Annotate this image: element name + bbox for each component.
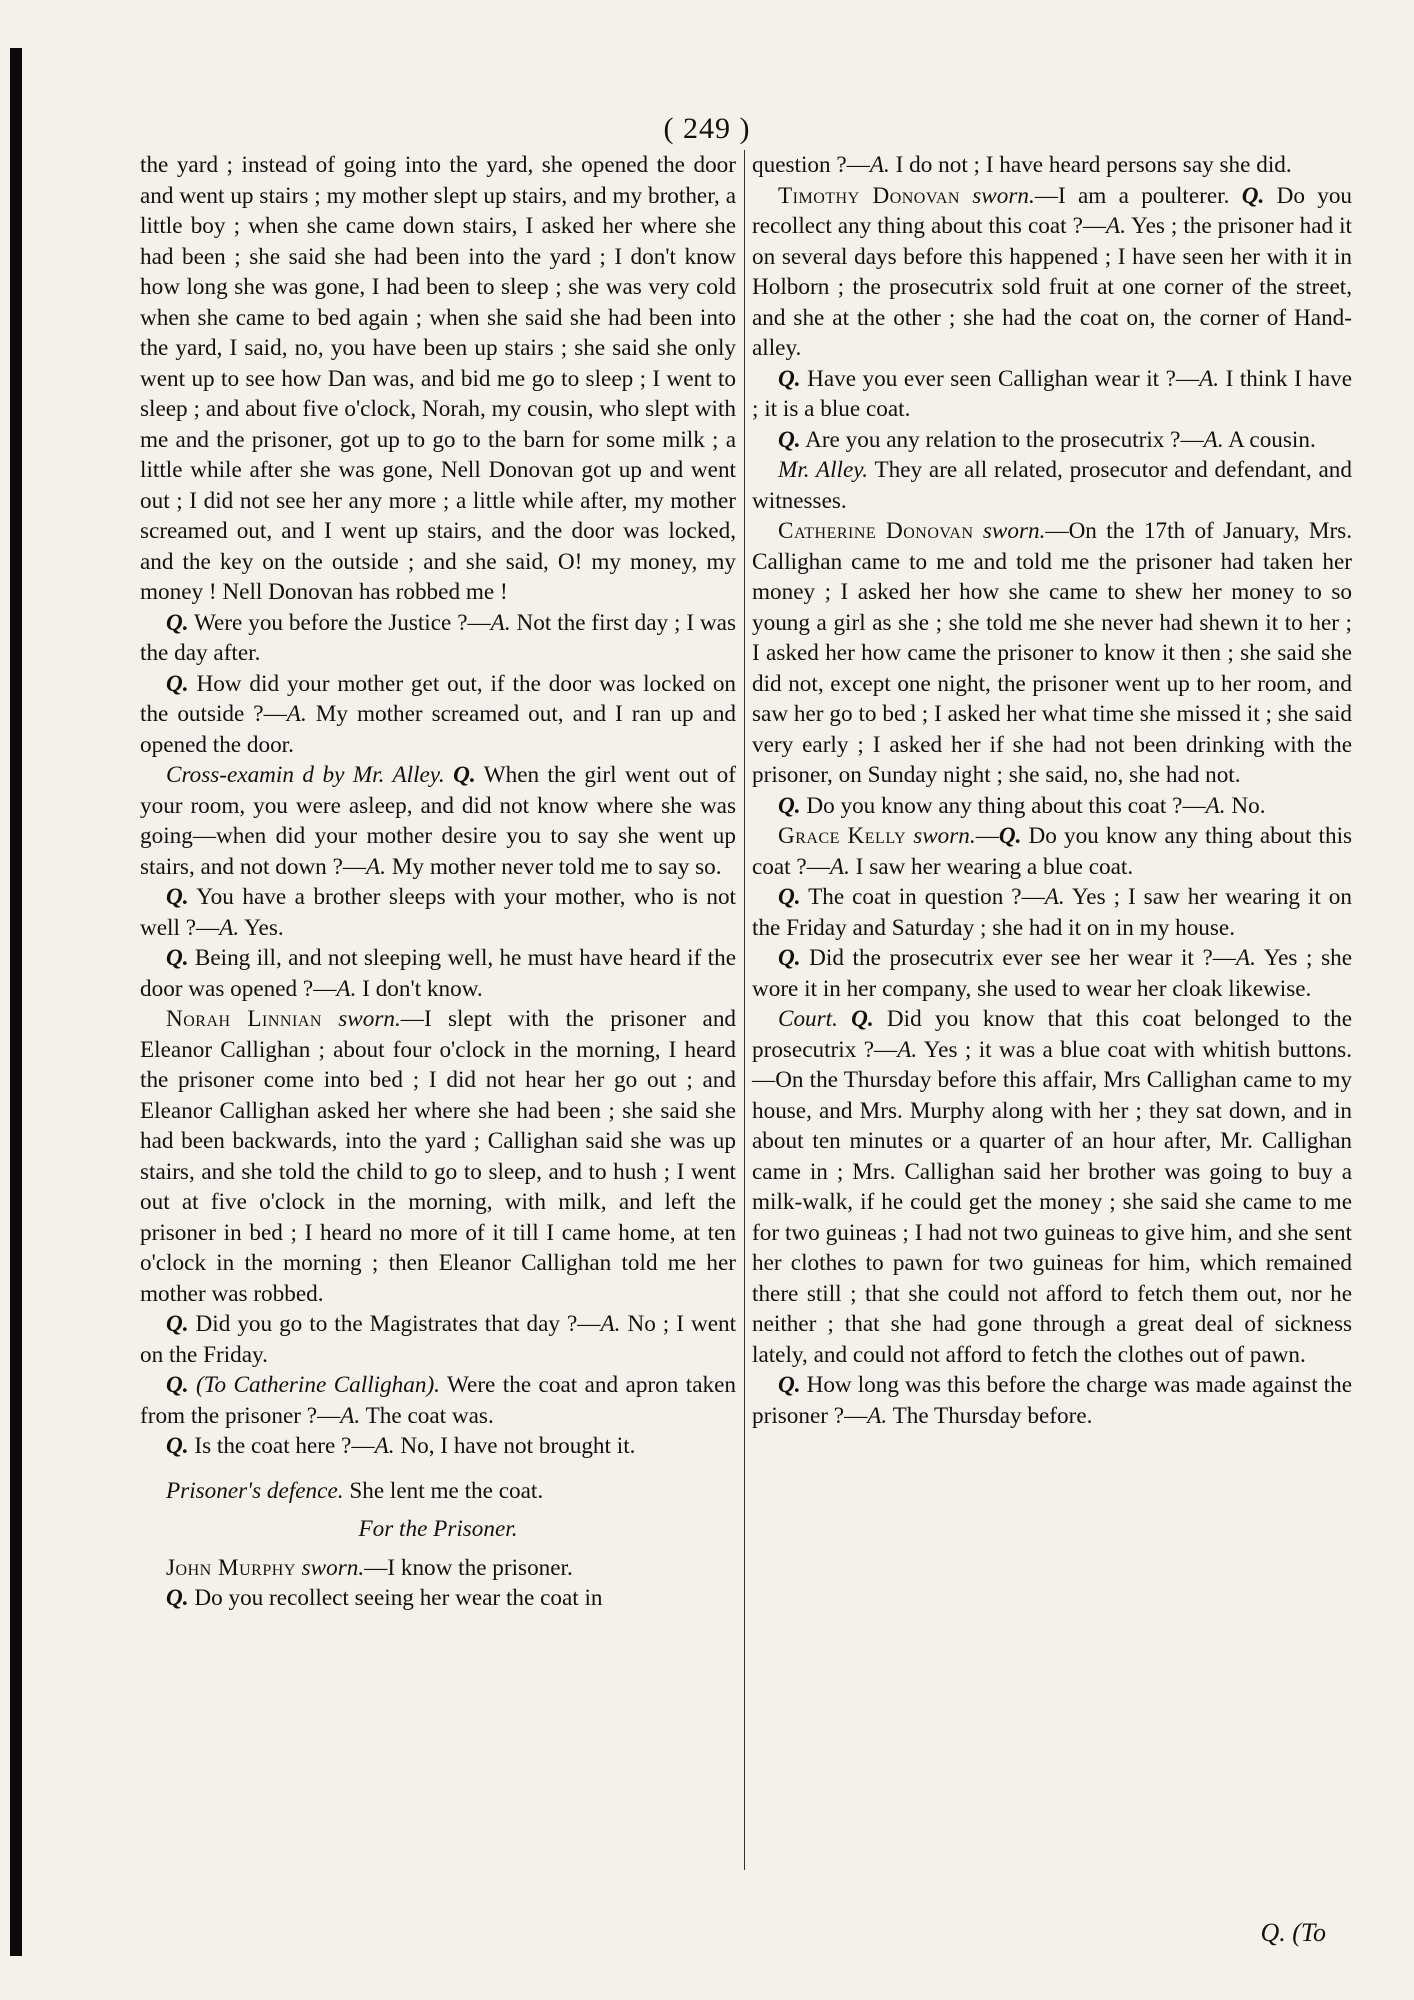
left-qa-8: Q. Do you recollect seeing her wear the coat in [166, 1585, 603, 1611]
left-witness-murphy: John Murphy sworn.—I know the prisoner. [166, 1554, 573, 1581]
right-mr-alley: Mr. Alley. They are all related, prosecutor and defendant, and witnesses. [752, 457, 1352, 514]
right-column [752, 150, 1352, 1431]
right-paragraph-1: question ?—A. I do not ; I have heard persons say she did. [752, 152, 1292, 178]
left-paragraph-1: the yard ; instead of going into the yard, she opened the door and went up stairs ; my mother slept up stairs, and my brother, a little boy ; when she came down stairs, I asked her where she had been ; she said she had been into the yard ; I don't know how long she was gone, I had been to sleep ; she was very cold when she came to bed again ; when she said she had been into the yard, I said, no, you have been up stairs ; she said she only went up to see how Dan was, and bid me go to sleep ; I went to sleep ; and about five o'clock, Norah, my cousin, who slept with me and the prisoner, got up to go to the barn for some milk ; a little while after she was gone, Nell Donovan got up and went out ; I did not see her any more ; a little while after, my mother screamed out, and I went up stairs, and the door was locked, and the key on the outside ; and she said, O! my money, my money ! Nell Donovan has robbed me ! [140, 152, 736, 605]
left-witness-norah: Norah Linnian sworn.—I slept with the prisoner and Eleanor Callighan ; about four o'clock in the morning, I heard the prisoner come into bed ; I did not hear her go out ; and Eleanor Callighan asked her where she had been ; she said she had been backwards, into the yard ; Callighan said she was up stairs, and she told the child to go to sleep, and to hush ; I went out at five o'clock in the morning, with milk, and left the prisoner in bed ; I heard no more of it till I came home, at ten o'clock in the morning ; then Eleanor Callighan told me her mother was robbed. [140, 1006, 737, 1307]
right-witness-timothy: Timothy Donovan sworn.—I am a poulterer. Q. Do you recollect any thing about this coat ?—A. Yes ; the prisoner had it on several days before this happened ; I have seen her with it in Holborn ; the prosecutrix sold fruit at one corner of the street, and she at the other ; she had the coat on, the corner of Hand-alley. [752, 182, 1353, 361]
left-qa-3: Q. You have a brother sleeps with your mother, who is not well ?—A. Yes. [140, 884, 737, 941]
right-qa-4: Q. The coat in question ?—A. Yes ; I saw her wearing it on the Friday and Saturday ; she had it on in my house. [752, 884, 1352, 941]
right-witness-catherine: Catherine Donovan sworn.—On the 17th of January, Mrs. Callighan came to me and told me the prisoner had taken her money ; I asked her how she came to shew her money to so young a girl as she ; she told me she never had shewn it to her ; I asked her how came the prisoner to know it then ; she said she did not, except one night, the prisoner went up to her room, and saw her go to bed ; I asked her what time she missed it ; she said very early ; I asked her if she had not been drinking with the prisoner, on Sunday night ; she said, no, she had not. [752, 518, 1353, 788]
left-defence: Prisoner's defence. She lent me the coat. [166, 1477, 544, 1504]
left-qa-2: Q. How did your mother get out, if the door was locked on the outside ?—A. My mother screamed out, and I ran up and opened the door. [140, 670, 737, 758]
right-court: Court. Q. Did you know that this coat belonged to the prosecutrix ?—A. Yes ; it was a blue coat with whitish buttons.—On the Thursday before this affair, Mrs Callighan came to my house, and Mrs. Murphy along with her ; they sat down, and in about ten minutes or a quarter of an hour after, Mr. Callighan came in ; Mrs. Callighan said her brother was going to buy a milk-walk, if he could get the money ; she said she came to me for two guineas ; I had not two guineas to give him, and she sent her clothes to pawn for two guineas for him, which remained there still ; that she could not afford to fetch them out, nor he neither ; that she had gone through a great deal of sickness lately, and could not afford to fetch the clothes out of pawn. [752, 1006, 1352, 1368]
left-heading: For the Prisoner. [358, 1516, 518, 1542]
right-qa-1: Q. Have you ever seen Callighan wear it ?—A. I think I have ; it is a blue coat. [752, 365, 1353, 422]
right-qa-2: Q. Are you any relation to the prosecutrix ?—A. A cousin. [778, 426, 1316, 453]
right-qa-6: Q. How long was this before the charge was made against the prisoner ?—A. The Thursday before. [752, 1372, 1353, 1429]
column-rule [744, 150, 745, 1870]
right-qa-3: Q. Do you know any thing about this coat ?—A. No. [778, 792, 1266, 819]
left-qa-7: Q. Is the coat here ?—A. No, I have not brought it. [166, 1433, 636, 1459]
left-qa-1: Q. Were you before the Justice ?—A. Not the first day ; I was the day after. [140, 609, 736, 666]
binding-edge [10, 48, 22, 1956]
right-witness-grace: Grace Kelly sworn.—Q. Do you know any thing about this coat ?—A. I saw her wearing a blue coat. [752, 823, 1353, 880]
left-qa-4: Q. Being ill, and not sleeping well, he must have heard if the door was opened ?—A. I don't know. [140, 945, 736, 1002]
right-qa-5: Q. Did the prosecutrix ever see her wear it ?—A. Yes ; she wore it in her company, she used to wear her cloak likewise. [752, 945, 1352, 1002]
left-qa-6: Q. (To Catherine Callighan). Were the coat and apron taken from the prisoner ?—A. The coat was. [140, 1372, 736, 1429]
left-cross-exam: Cross-examin d by Mr. Alley. Q. When the girl went out of your room, you were asleep, and did not know where she was going—when did your mother desire you to say she went up stairs, and not down ?—A. My mother never told me to say so. [140, 762, 736, 880]
left-qa-5: Q. Did you go to the Magistrates that day ?—A. No ; I went on the Friday. [140, 1311, 737, 1368]
page-number: ( 249 ) [663, 112, 751, 145]
left-column [140, 150, 736, 1614]
catchword: Q. (To [1260, 1918, 1326, 1947]
